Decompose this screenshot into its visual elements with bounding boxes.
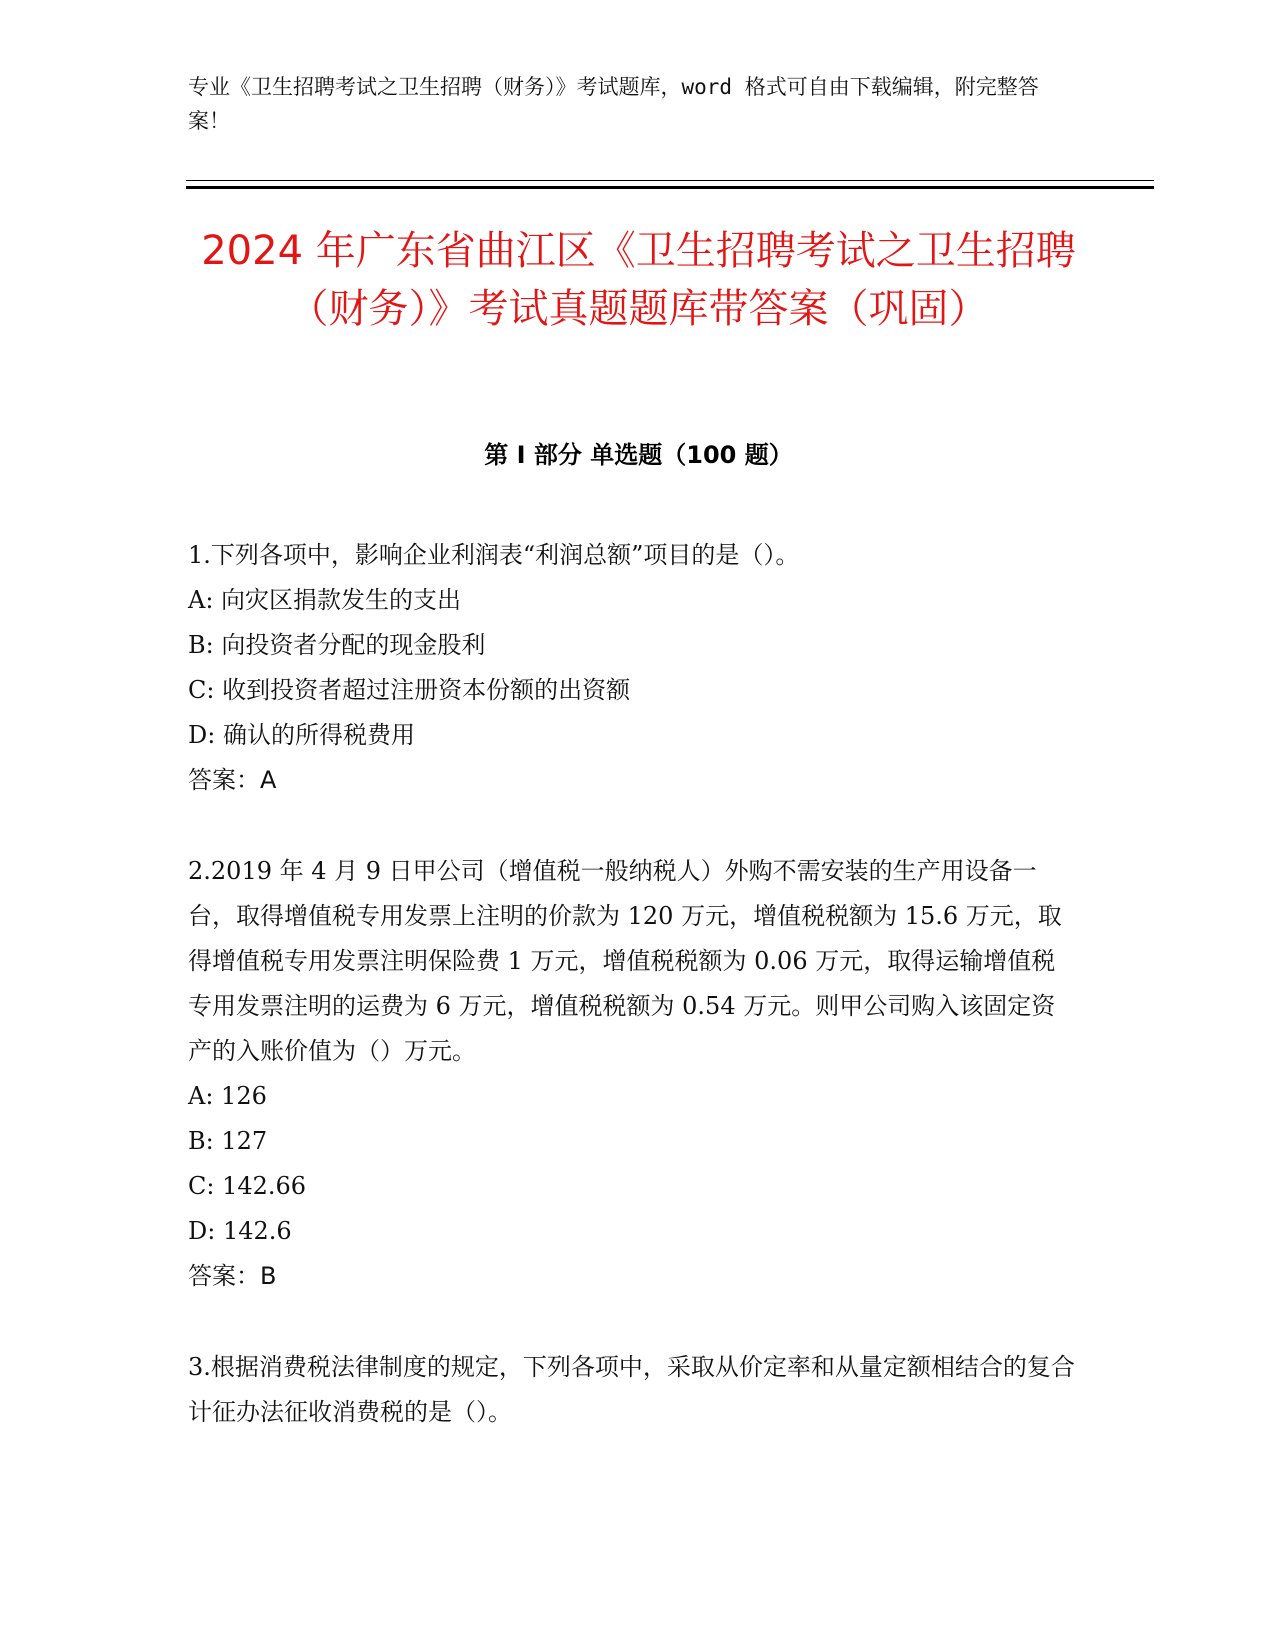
question-stem: 2.2019 年 4 月 9 日甲公司（增值税一般纳税人）外购不需安装的生产用设备一台，取得增值税专用发票上注明的价款为 120 万元，增值税税额为 15.6 万元，取得增值税专用发票注明保险费 1 万元，增值税税额为 0.06 万元，取得运输增值税专用发票注明的运费为 6 万元，增值税税额为 0.54 万元。则甲公司购入该固定资产的入账价值为（）万元。 [188,857,1062,1065]
option-a: A: 126 [188,1082,267,1110]
question-2 [188,849,1078,1299]
answer: 答案：A [188,766,277,794]
header-rule-thin [186,180,1154,181]
header-rule-thick [186,186,1154,189]
answer: 答案：B [188,1262,277,1290]
section-heading: 第 I 部分 单选题（100 题） [484,441,793,469]
option-a: A: 向灾区捐款发生的支出 [188,586,462,614]
option-b: B: 127 [188,1127,268,1155]
question-list [188,533,1078,1481]
option-d: D: 142.6 [188,1217,292,1245]
option-c: C: 142.66 [188,1172,307,1200]
question-3 [188,1345,1078,1435]
question-stem: 3.根据消费税法律制度的规定，下列各项中，采取从价定率和从量定额相结合的复合计征办法征收消费税的是（）。 [188,1353,1075,1426]
question-1 [188,533,1078,803]
question-stem: 1.下列各项中，影响企业利润表“利润总额”项目的是（）。 [188,541,800,569]
option-b: B: 向投资者分配的现金股利 [188,631,486,659]
document-title: 2024 年广东省曲江区《卫生招聘考试之卫生招聘（财务）》考试真题题库带答案（巩固） [201,228,1076,332]
header-note: 专业《卫生招聘考试之卫生招聘（财务）》考试题库，word 格式可自由下载编辑，附完整答案！ [188,75,1039,133]
option-c: C: 收到投资者超过注册资本份额的出资额 [188,676,631,704]
option-d: D: 确认的所得税费用 [188,721,415,749]
